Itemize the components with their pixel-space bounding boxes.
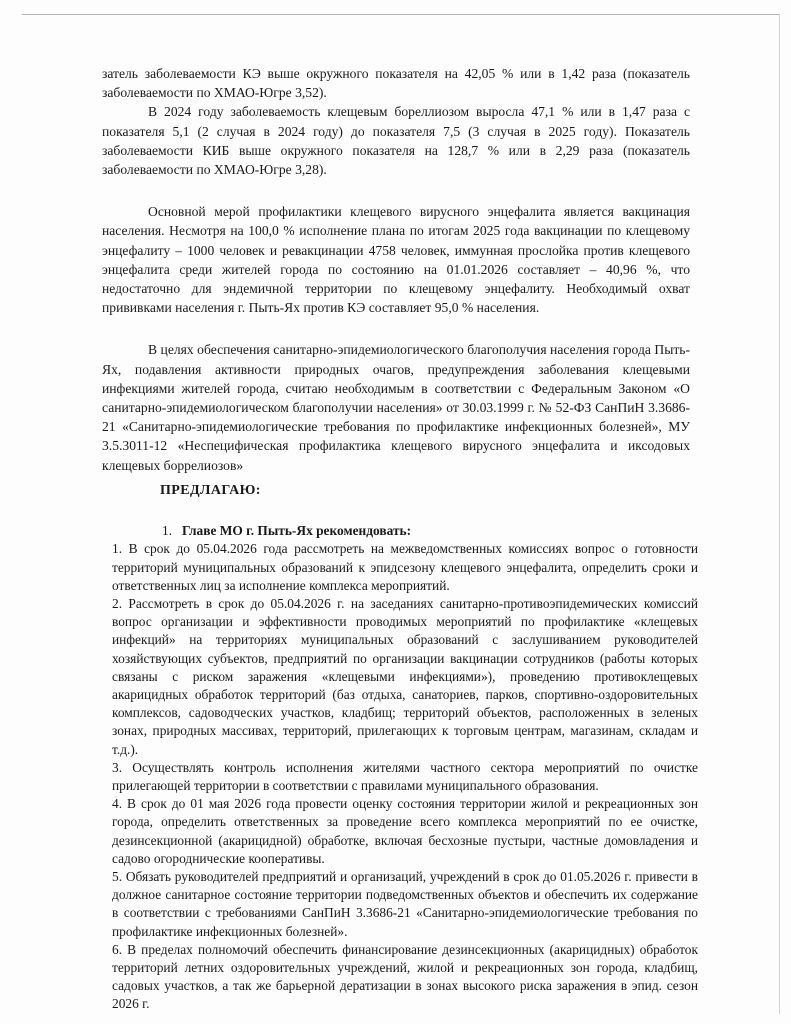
section-title: Главе МО г. Пыть-Ях рекомендовать: [182,523,412,539]
section-number: 1. [162,523,173,539]
paragraph-ke-incidence: затель заболеваемости КЭ выше окружного показателя на 42,05 % или в 1,42 раза (показатель заболеваемости по ХМАО-Югре 3,52). [102,66,690,101]
proposal-section [112,482,698,1014]
list-item: 1. В срок до 05.04.2026 года рассмотреть на межведомственных комиссиях вопрос о готовности территорий муниципальных образований к эпидсезону клещевого энцефалита, определить сроки и ответственных лиц за исполнение комплекса мероприятий. [112,541,698,593]
document-body [102,64,690,475]
proposal-heading: ПРЕДЛАГАЮ: [160,483,261,498]
paragraph-vaccination: Основной мерой профилактики клещевого вирусного энцефалита является вакцинация населения. Несмотря на 100,0 % исполнение плана по итогам 2025 года вакцинации по клещевому энцефалиту – 1000 человек и ревакцинации 4758 человек, иммунная прослойка против клещевого энцефалита среди жителей города по состоянию на 01.01.2026 составляет – 40,96 %, что недостаточно для эндемичной территории по клещевому энцефалиту. Необходимый охват прививками населения г. Пыть-Ях против КЭ составляет 95,0 % населения. [102,204,690,316]
paragraph-legal-basis: В целях обеспечения санитарно-эпидемиологического благополучия населения города Пыть-Ях, подавления активности природных очагов, предупреждения заболевания клещевыми инфекциями жителей города, считаю необходимым в соответствии с Федеральным Законом «О санитарно-эпидемиологическом благополучии населения» от 30.03.1999 г. № 52-ФЗ СанПиН 3.3686-21 «Санитарно-эпидемиологические требования по профилактике инфекционных болезней», МУ 3.5.3011-12 «Неспецифическая профилактика клещевого вирусного энцефалита и иксодовых клещевых боррелиозов» [102,342,690,473]
list-item: 4. В срок до 01 мая 2026 года провести оценку состояния территории жилой и рекреационных зон города, определить ответственных за проведение всего комплекса мероприятий по ее очистке, дезинсекционной (акарицидной) обработке, включая бесхозные пустыри, частные домовладения и садово огороднические кооперативы. [112,796,698,866]
list-item: 3. Осуществлять контроль исполнения жителями частного сектора мероприятий по очистке прилегающей территории в соответствии с правилами муниципального образования. [112,759,698,794]
list-item: 2. Рассмотреть в срок до 05.04.2026 г. на заседаниях санитарно-противоэпидемических комиссий вопрос организации и эффективности проводимых мероприятий по профилактике «клещевых инфекций» на территориях муниципальных образований с заслушиванием руководителей хозяйствующих субъектов, предприятий по организации вакцинации сотрудников (работы которых связаны с риском заражения «клещевыми инфекциями»), проведению противоклещевых акарицидных обработок территорий (баз отдыха, санаториев, парков, спортивно-оздоровительных комплексов, садоводческих участков, кладбищ; территорий объектов, расположенных в зеленых зонах, природных массивах, территорий, прилегающих к торговым центрам, магазинам, складам и т.д.). [112,596,698,757]
list-item: 6. В пределах полномочий обеспечить финансирование дезинсекционных (акарицидных) обработок территорий летних оздоровительных учреждений, жилой и рекреационных зон города, кладбищ, садовых участков, а так же барьерной дератизации в зонах высокого риска заражения в эпид. сезон 2026 г. [112,941,698,1012]
scan-right-edge [779,14,780,1014]
list-item: 5. Обязать руководителей предприятий и организаций, учреждений в срок до 01.05.2026 г. привести в должное санитарное состояние территории подведомственных объектов и обеспечить их содержание в соответствии с требованиями СанПиН 3.3686-21 «Санитарно-эпидемиологические требования по профилактике инфекционных болезней». [112,869,698,939]
section-heading [162,522,698,540]
paragraph-borreliosis-incidence: В 2024 году заболеваемость клещевым бореллиозом выросла 47,1 % или в 1,47 раза с показателя 5,1 (2 случая в 2024 году) до показателя 7,5 (3 случая в 2025 году). Показатель заболеваемости КИБ выше окружного показателя на 128,7 % или в 2,29 раза (показатель заболеваемости по ХМАО-Югре 3,28). [102,104,690,178]
scan-top-edge [22,14,780,15]
